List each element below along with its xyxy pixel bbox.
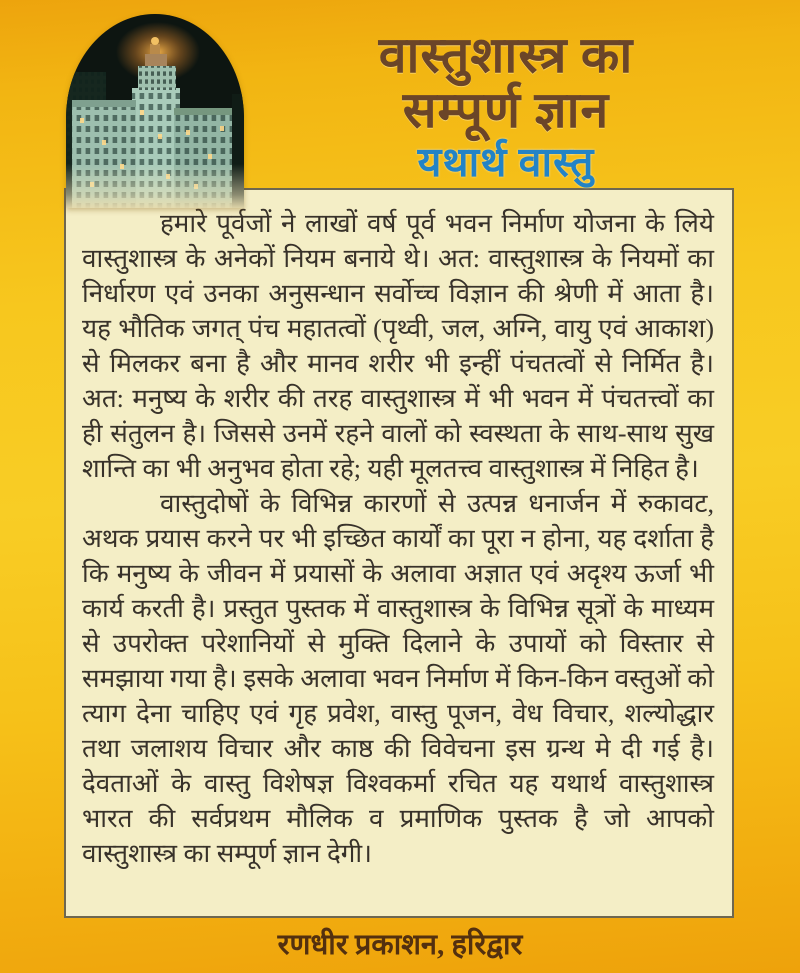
publisher-line: रणधीर प्रकाशन, हरिद्वार — [277, 929, 523, 961]
description-paragraph-2: वास्तुदोषों के विभिन्न कारणों से उत्पन्न धनार्जन में रुकावट, अथक प्रयास करने पर भी इच्छित कार्यों का पूरा न होना, यह दर्शाता है कि मनुष्य के जीवन में प्रयासों के अलावा अज्ञात एवं अदृश्य ऊर्जा भी कार्य करती है। प्रस्तुत पुस्तक में वास्तुशास्त्र के विभिन्न सूत्रों के माध्यम से उपरोक्त परेशानियों से मुक्ति दिलाने के उपायों को विस्तार से समझाया गया है। इसके अलावा भवन निर्माण में किन-किन वस्तुओं को त्याग देना चाहिए एवं गृह प्रवेश, वास्तु पूजन, वेध विचार, शल्योद्धार तथा जलाशय विचार और काष्ठ की विवेचना इस ग्रन्थ मे दी गई है। देवताओं के वास्तु विशेषज्ञ विश्वकर्मा रचित यह यथार्थ वास्तुशास्त्र भारत की सर्वप्रथम मौलिक व प्रमाणिक पुस्तक है जो आपको वास्तुशास्त्र का सम्पूर्ण ज्ञान देगी। — [82, 489, 714, 868]
title-block — [252, 28, 760, 186]
book-title-line1: वास्तुशास्त्र का — [378, 27, 634, 83]
book-subtitle: यथार्थ वास्तु — [417, 139, 595, 185]
description-panel — [64, 188, 734, 918]
building-illustration — [66, 14, 244, 208]
book-title-line2: सम्पूर्ण ज्ञान — [402, 82, 610, 138]
description-paragraph-1: हमारे पूर्वजों ने लाखों वर्ष पूर्व भवन निर्माण योजना के लिये वास्तुशास्त्र के अनेकों नियम बनाये थे। अत: वास्तुशास्त्र के नियमों का निर्धारण एवं उनका अनुसन्धान सर्वोच्च विज्ञान की श्रेणी में आता है। यह भौतिक जगत् पंच महातत्वों (पृथ्वी, जल, अग्नि, वायु एवं आकाश) से मिलकर बना है और मानव शरीर भी इन्हीं पंचतत्वों से निर्मित है। अत: मनुष्य के शरीर की तरह वास्तुशास्त्र में भी भवन में पंचतत्त्वों का ही संतुलन है। जिससे उनमें रहने वालों को स्वस्थता के साथ-साथ सुख शान्ति का भी अनुभव होता रहे; यही मूलतत्त्व वास्तुशास्त्र में निहित है। — [82, 209, 714, 483]
building-night-photo — [66, 14, 244, 208]
